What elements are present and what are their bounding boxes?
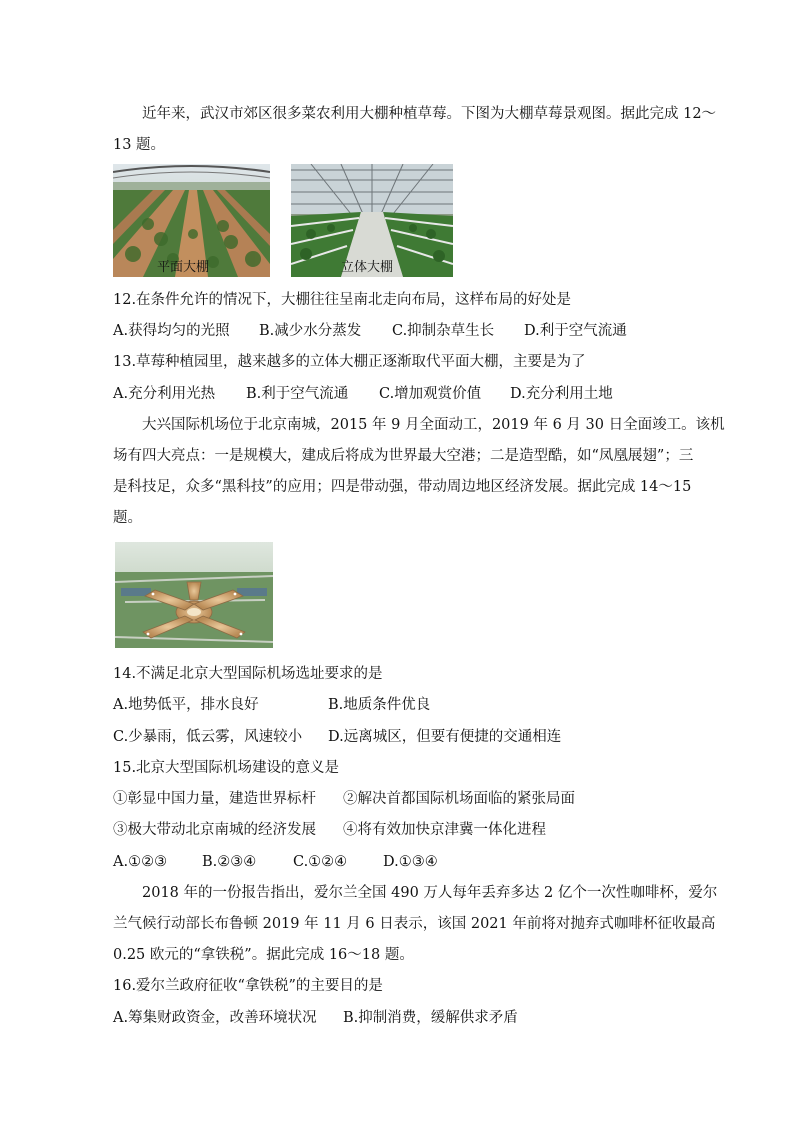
question-12-options [113, 321, 685, 341]
question-12-option-a: A.获得均匀的光照 [113, 323, 230, 339]
question-16-option-a: A.筹集财政资金，改善环境状况 [113, 1010, 317, 1026]
question-15-statement-3: ③极大带动北京南城的经济发展 [113, 822, 316, 838]
question-13-option-c: C.增加观赏价值 [379, 386, 482, 402]
question-15-statements-row-2 [113, 820, 685, 840]
question-15-option-d: D.①③④ [383, 854, 438, 870]
flat-greenhouse-caption: 平面大棚 [157, 260, 210, 275]
question-12-option-d: D.利于空气流通 [524, 323, 627, 339]
intro-paragraph-2-line-3: 是科技足，众多“黑科技”的应用；四是带动强，带动周边地区经济发展。据此完成 14～15 [113, 479, 692, 495]
question-15-option-a: A.①②③ [113, 854, 168, 870]
question-13-option-a: A.充分利用光热 [113, 386, 216, 402]
intro-paragraph-3-line-3: 0.25 欧元的“拿铁税”。据此完成 16～18 题。 [113, 947, 414, 963]
question-15-statements-row-1 [113, 789, 685, 809]
question-15-option-b: B.②③④ [202, 854, 257, 870]
intro-paragraph-3-line-1: 2018 年的一份报告指出，爱尔兰全国 490 万人每年丢弃多达 2 亿个一次性咖啡杯，爱尔 [142, 885, 718, 901]
question-14-option-b: B.地质条件优良 [328, 697, 431, 713]
vertical-greenhouse-photo [291, 164, 453, 277]
question-12-stem: 12.在条件允许的情况下，大棚往往呈南北走向布局，这样布局的好处是 [113, 292, 572, 308]
question-13-option-b: B.利于空气流通 [246, 386, 349, 402]
question-13-options [113, 384, 685, 404]
question-15-statement-4: ④将有效加快京津冀一体化进程 [343, 822, 546, 838]
question-16-stem: 16.爱尔兰政府征收“拿铁税”的主要目的是 [113, 978, 383, 994]
question-15-stem: 15.北京大型国际机场建设的意义是 [113, 760, 340, 776]
intro-paragraph-1-line-2: 13 题。 [113, 137, 166, 153]
question-16-option-b: B.抑制消费，缓解供求矛盾 [343, 1010, 518, 1026]
intro-paragraph-2-line-1: 大兴国际机场位于北京南城，2015 年 9 月全面动工，2019 年 6 月 30 日全面竣工。该机 [142, 417, 725, 433]
question-14-option-d: D.远离城区，但要有便捷的交通相连 [328, 729, 562, 745]
flat-greenhouse-photo [113, 164, 270, 277]
question-15-statement-1: ①彰显中国力量，建造世界标杆 [113, 791, 316, 807]
question-15-statement-2: ②解决首都国际机场面临的紧张局面 [343, 791, 575, 807]
question-16-options [113, 1008, 685, 1028]
question-12-option-c: C.抑制杂草生长 [392, 323, 495, 339]
vertical-greenhouse-caption: 立体大棚 [341, 260, 394, 275]
question-14-option-c: C.少暴雨，低云雾，风速较小 [113, 729, 303, 745]
question-14-stem: 14.不满足北京大型国际机场选址要求的是 [113, 666, 383, 682]
question-14-option-a: A.地势低平，排水良好 [113, 697, 259, 713]
question-14-options-row-2 [113, 727, 685, 747]
question-15-options [113, 852, 685, 872]
question-13-option-d: D.充分利用土地 [510, 386, 613, 402]
intro-paragraph-2-line-4: 题。 [113, 510, 142, 526]
question-14-options-row-1 [113, 695, 685, 715]
daxing-airport-photo [115, 542, 273, 648]
question-15-option-c: C.①②④ [293, 854, 348, 870]
intro-paragraph-2-line-2: 场有四大亮点：一是规模大，建成后将成为世界最大空港；二是造型酷，如“凤凰展翅”；三 [113, 448, 694, 464]
intro-paragraph-1-line-1: 近年来，武汉市郊区很多菜农利用大棚种植草莓。下图为大棚草莓景观图。据此完成 12～ [142, 106, 717, 122]
intro-paragraph-3-line-2: 兰气候行动部长布鲁顿 2019 年 11 月 6 日表示，该国 2021 年前将对抛弃式咖啡杯征收最高 [113, 916, 716, 932]
question-12-option-b: B.减少水分蒸发 [259, 323, 362, 339]
question-13-stem: 13.草莓种植园里，越来越多的立体大棚正逐渐取代平面大棚，主要是为了 [113, 354, 586, 370]
